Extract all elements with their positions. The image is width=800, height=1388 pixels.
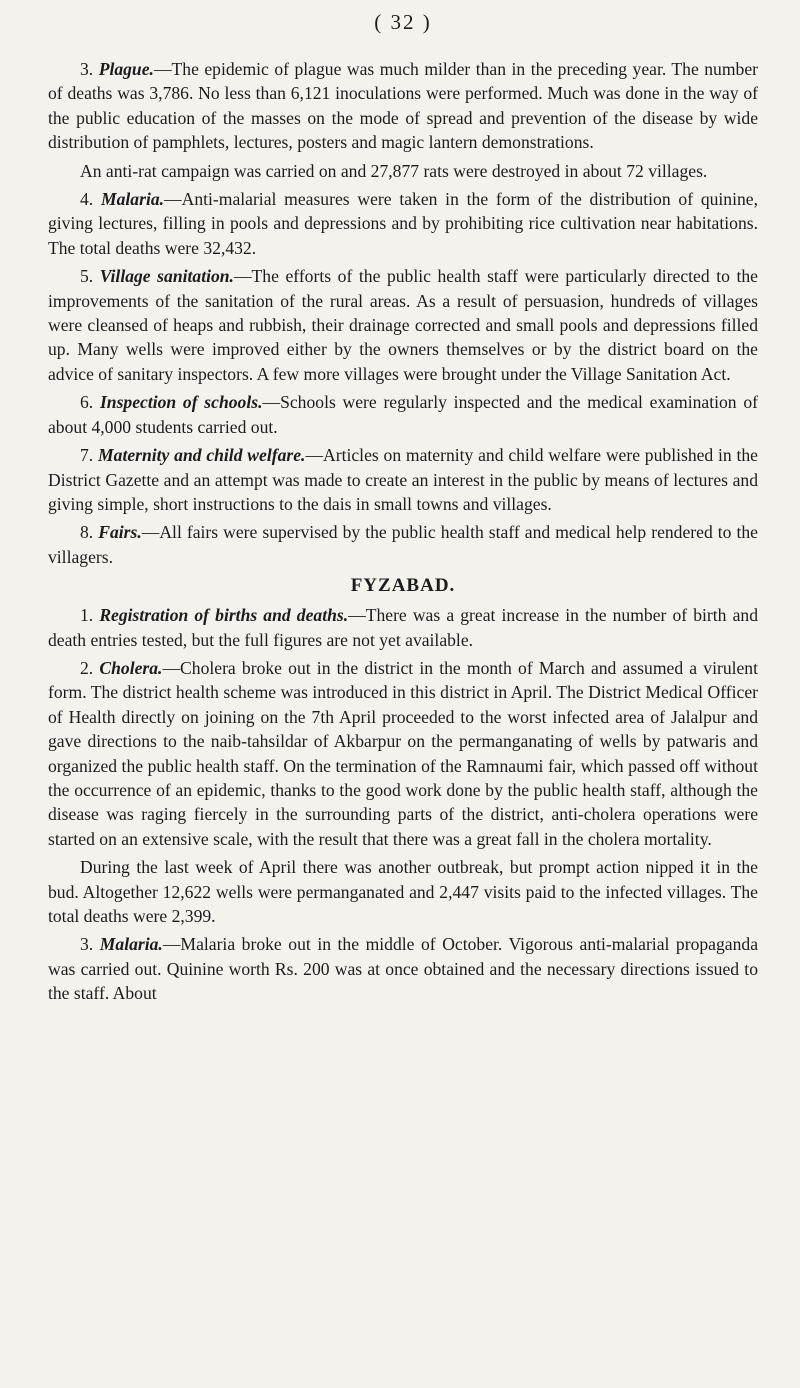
paragraph-text: —There was a great increase in the number of birth and death entries tested, but the full figures are not yet available. (48, 605, 758, 650)
paragraph-number: 7. (80, 445, 94, 466)
paragraph-title: Village sanitation. (99, 266, 234, 287)
paragraph-title: Maternity and child welfare. (98, 445, 306, 466)
section-a (48, 57, 758, 569)
paragraph-number: 1. (80, 605, 94, 626)
paragraph-title: Cholera. (99, 657, 163, 678)
paragraph-title: Fairs. (98, 522, 142, 543)
paragraph-april-outbreak (48, 855, 758, 928)
paragraph-cholera (48, 656, 758, 851)
paragraph-village-sanitation (48, 264, 758, 386)
paragraph-text: —Schools were regularly inspected and the medical examination of about 4,000 students carried out. (48, 392, 758, 437)
paragraph-number: 3. (80, 934, 94, 955)
paragraph-text: —The efforts of the public health staff were particularly directed to the improvements of the sanitation of the rural areas. As a result of persuasion, hundreds of villages were cleansed of heaps and rubbish, their drainage corrected and small pools and depressions filled up. Many wells were improved either by the owners themselves or by the district board on the advice of sanitary inspectors. A few more villages were brought under the Village Sanitation Act. (48, 266, 758, 384)
paragraph-title: Inspection of schools. (99, 392, 263, 413)
paragraph-number: 5. (80, 266, 94, 287)
paragraph-inspection-schools (48, 390, 758, 439)
paragraph-number: 6. (80, 392, 94, 413)
section-b (48, 603, 758, 1006)
paragraph-number: 2. (80, 657, 94, 678)
paragraph-maternity (48, 443, 758, 516)
paragraph-text: An anti-rat campaign was carried on and 27,877 rats were destroyed in about 72 villages. (80, 160, 708, 181)
section-heading: FYZABAD. (350, 575, 456, 597)
paragraph-number: 3. (80, 59, 94, 79)
paragraph-fairs (48, 520, 758, 569)
paragraph-malaria (48, 187, 758, 260)
paragraph-text: —The epidemic of plague was much milder than in the preceding year. The number of deaths was 3,786. No less than 6,121 inoculations were performed. Much was done in the way of the public education of the masses on the mode of spread and prevention of the disease by wide distribution of pamphlets, lectures, posters and magic lantern demonstrations. (48, 59, 758, 153)
page-number: ( 32 ) (374, 10, 432, 34)
paragraph-text: —Cholera broke out in the district in the month of March and assumed a virulent form. The district health scheme was introduced in this district in April. The District Medical Officer of Health directly on joining on the 7th April proceeded to the worst infected area of Jalalpur and gave directions to the naib-tahsildar of Akbarpur on the permanganating of wells by patwaris and organized the public health staff. On the termination of the Ramnaumi fair, which passed off without the occurrence of an epidemic, thanks to the good work done by the public health staff, although the disease was raging fiercely in the surrounding parts of the district, anti-cholera operations were started on an extensive scale, with the result that there was a great fall in the cholera mortality. (48, 657, 758, 849)
paragraph-plague (48, 57, 758, 155)
paragraph-number: 8. (80, 522, 94, 543)
paragraph-text: —All fairs were supervised by the public health staff and medical help rendered to the villagers. (48, 522, 758, 567)
paragraph-title: Malaria. (99, 934, 163, 955)
paragraph-title: Malaria. (100, 189, 165, 210)
paragraph-text: —Malaria broke out in the middle of October. Vigorous anti-malarial propaganda was carried out. Quinine worth Rs. 200 was at once obtained and the necessary directions issued to the staff. About (48, 934, 759, 1004)
paragraph-anti-rat (48, 159, 758, 183)
paragraph-text: —Articles on maternity and child welfare were published in the District Gazette and an attempt was made to create an interest in the public by means of lectures and giving simple, short instructions to the dais in small towns and villages. (48, 445, 758, 514)
paragraph-number: 4. (80, 189, 94, 210)
paragraph-registration (48, 603, 758, 652)
paragraph-text: During the last week of April there was another outbreak, but prompt action nipped it in the bud. Altogether 12,622 wells were permanganated and 2,447 visits paid to the infected villages. The total deaths were 2,399. (48, 857, 758, 926)
paragraph-text: —Anti-malarial measures were taken in the form of the distribution of quinine, giving lectures, filling in pools and depressions and by prohibiting rice cultivation near habitations. The total deaths were 32,432. (48, 189, 758, 258)
paragraph-malaria-fyzabad (48, 932, 758, 1005)
paragraph-title: Registration of births and deaths. (99, 605, 349, 626)
paragraph-title: Plague. (98, 59, 154, 79)
